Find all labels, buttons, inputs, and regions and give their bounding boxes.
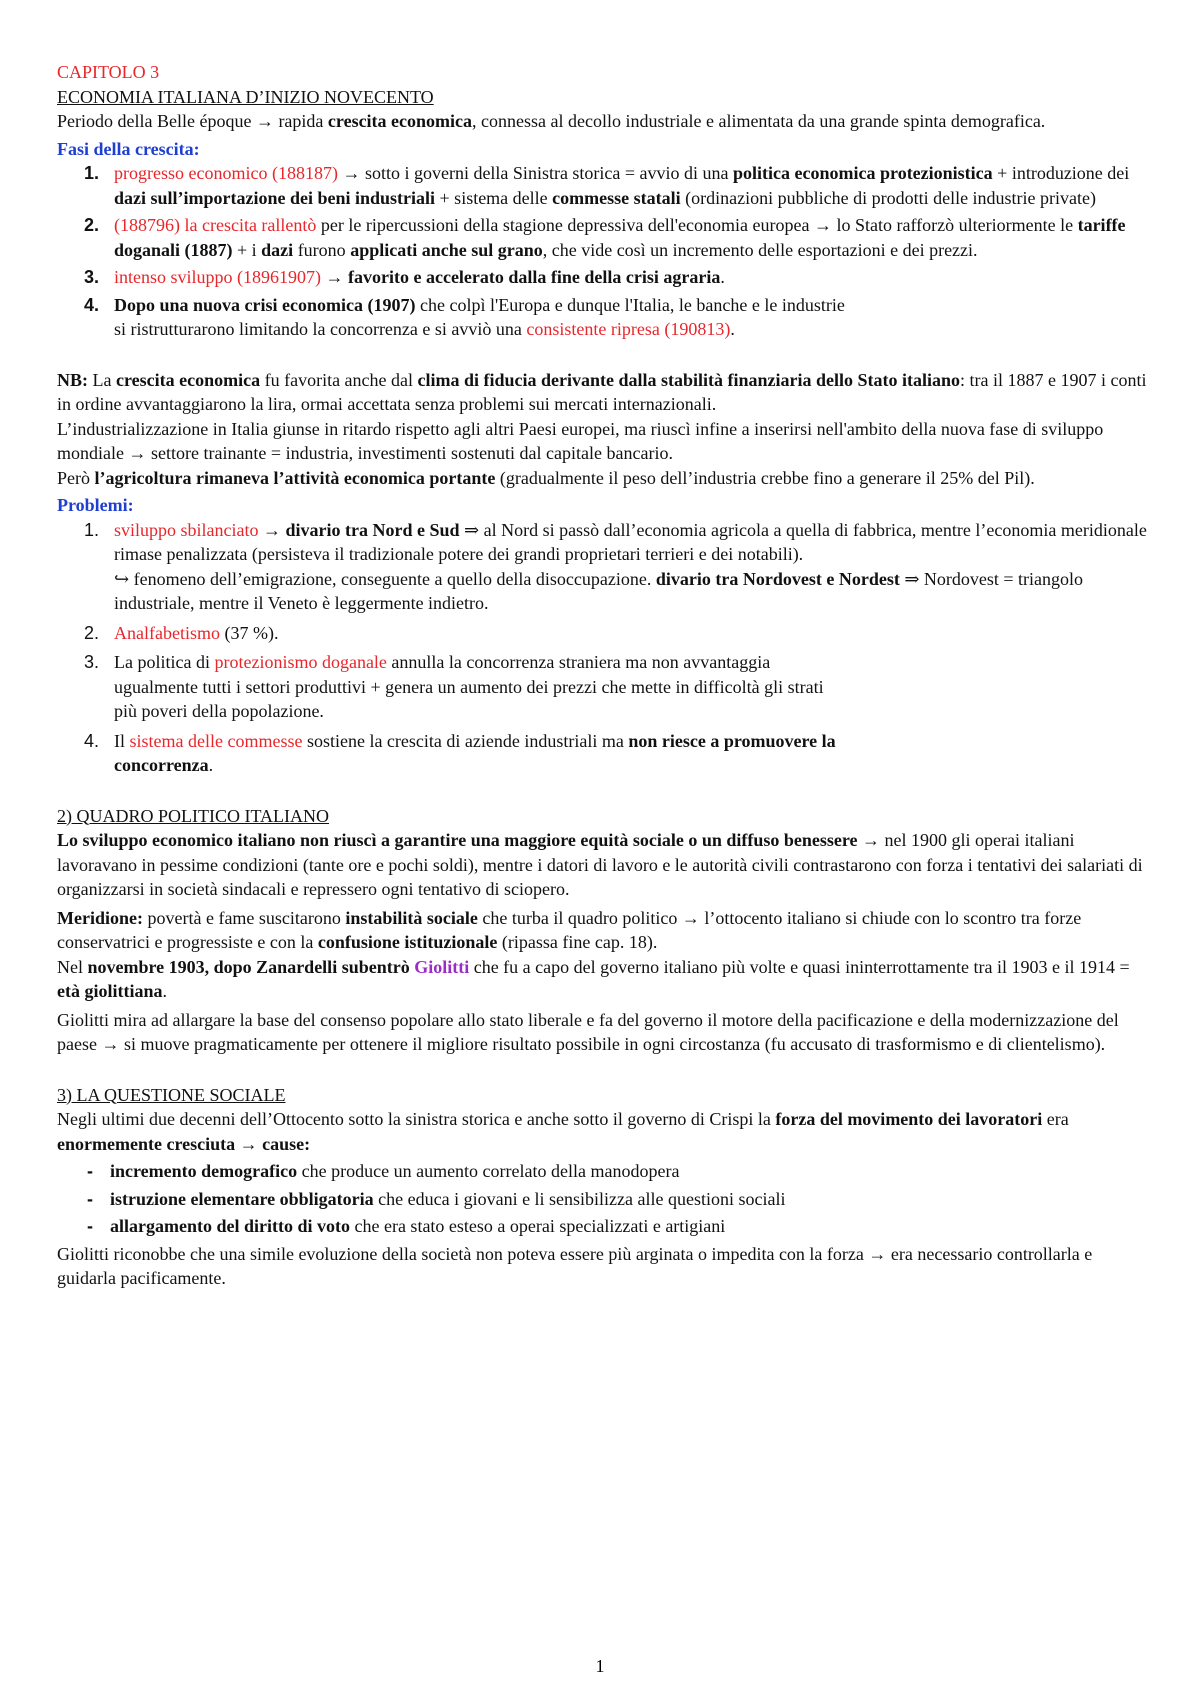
list-item: 4. Il sistema delle commesse sostiene la crescita di aziende industriali ma non riesce a promuovere la concorrenza. — [84, 730, 836, 775]
list-item: 1. progresso economico (188187) → sotto i governi della Sinistra storica = avvio di una politica economica protezionistica + introduzione dei dazi sull’importazione dei beni industriali + sistema delle commesse statali (ordinazioni pubbliche di prodotti delle industrie private) — [84, 163, 1130, 208]
list-item: - allargamento del diritto di voto che era stato esteso a operai specializzati e artigiani — [87, 1216, 726, 1236]
conclusione-paragraph: Giolitti riconobbe che una simile evoluzione della società non poteva essere più arginata o impedita con la forza → era necessario controllarla e guidarla pacificamente. — [57, 1243, 1093, 1288]
list-item: 3. intenso sviluppo (18961907) → favorito e accelerato dalla fine della crisi agraria. — [84, 267, 725, 287]
cause-list — [57, 1159, 1147, 1239]
fasi-list — [57, 161, 1147, 342]
list-item: 2. (188796) la crescita rallentò per le ripercussioni della stagione depressiva dell'economia europea → lo Stato rafforzò ulteriormente le tariffe doganali (1887) + i dazi furono applicati anche sul grano, che vide così un incremento delle esportazioni e dei prezzi. — [84, 215, 1126, 260]
fasi-heading: Fasi della crescita: — [57, 138, 200, 159]
consenso-paragraph: Giolitti mira ad allargare la base del consenso popolare allo stato liberale e fa del governo il motore della pacificazione e della modernizzazione del paese → si muove pragmaticamente per ottenere il migliore risultato possibile in ogni circostanza (fu accusato di trasformismo e di clientelismo). — [57, 1009, 1119, 1054]
agricoltura-paragraph: Però l’agricoltura rimaneva l’attività economica portante (gradualmente il peso dell’industria crebbe fino a generare il 25% del Pil). — [57, 467, 1035, 488]
list-item: 1. sviluppo sbilanciato → divario tra Nord e Sud ⇒ al Nord si passò dall’economia agricola a quella di fabbrica, mentre l’economia meridionale rimase penalizzata (persisteva il tradizionale potere dei grandi proprietari terrieri e dei notabili). ↪ fenomeno dell’emigrazione, conseguente a quello della disoccupazione. divario tra Nordovest e Nordest ⇒ Nordovest = triangolo industriale, mentre il Veneto è leggermente indietro. — [84, 519, 1147, 613]
nb-paragraph: NB: La crescita economica fu favorita anche dal clima di fiducia derivante dalla stabilità finanziaria dello Stato italiano: tra il 1887 e 1907 i conti in ordine avvantaggiarono la lira, ormai accettata senza problemi sui mercati internazionali. — [57, 369, 1147, 414]
chapter-title: CAPITOLO 3 — [57, 62, 160, 82]
section-title-sociale: 3) LA QUESTIONE SOCIALE — [57, 1084, 286, 1105]
section-title-politico: 2) QUADRO POLITICO ITALIANO — [57, 805, 330, 826]
page-number: 1 — [595, 1656, 605, 1676]
problemi-heading: Problemi: — [57, 495, 134, 515]
sviluppo-paragraph: Lo sviluppo economico italiano non riuscì a garantire una maggiore equità sociale o un diffuso benessere → nel 1900 gli operai italiani lavoravano in pessime condizioni (tante ore e pochi soldi), mentre i datori di lavoro e le autorità civili contrastarono con forza i tentativi dei salariati di organizzarsi in società sindacali e repressero ogni tentativo di sciopero. — [57, 830, 1143, 899]
movimento-paragraph: Negli ultimi due decenni dell’Ottocento sotto la sinistra storica e anche sotto il governo di Crispi la forza del movimento dei lavoratori era enormemente cresciuta → cause: — [57, 1109, 1069, 1154]
list-item: 2. Analfabetismo (37 %). — [84, 622, 279, 643]
list-item: - incremento demografico che produce un aumento correlato della manodopera — [87, 1161, 680, 1181]
document-page — [57, 60, 1147, 1291]
list-item: - istruzione elementare obbligatoria che educa i giovani e li sensibilizza alle questioni sociali — [87, 1188, 786, 1209]
industrializzazione-paragraph: L’industrializzazione in Italia giunse in ritardo rispetto agli altri Paesi europei, ma riuscì infine a inserirsi nell'ambito della nuova fase di sviluppo mondiale → settore trainante = industria, investimenti sostenuti dal capitale bancario. — [57, 418, 1104, 463]
meridione-paragraph: Meridione: povertà e fame suscitarono instabilità sociale che turba il quadro politico → l’ottocento italiano si chiude con lo scontro tra forze conservatrici e progressiste e con la confusione istituzionale (ripassa fine cap. 18). — [57, 907, 1082, 952]
giolitti-paragraph: Nel novembre 1903, dopo Zanardelli subentrò Giolitti che fu a capo del governo italiano più volte e quasi ininterrottamente tra il 1903 e il 1914 = età giolittiana. — [57, 956, 1130, 1001]
section-title-economia: ECONOMIA ITALIANA D’INIZIO NOVECENTO — [57, 86, 434, 107]
list-item: 3. La politica di protezionismo doganale annulla la concorrenza straniera ma non avvantaggia ugualmente tutti i settori produttivi + genera un aumento dei prezzi che mette in difficoltà gli strati più poveri della popolazione. — [84, 652, 824, 721]
intro-paragraph: Periodo della Belle époque → rapida crescita economica, connessa al decollo industriale e alimentata da una grande spinta demografica. — [57, 111, 1046, 131]
problemi-list — [57, 518, 1147, 778]
list-item: 4. Dopo una nuova crisi economica (1907) che colpì l'Europa e dunque l'Italia, le banche e le industrie si ristrutturarono limitando la concorrenza e si avviò una consistente ripresa (190813). — [84, 294, 845, 339]
